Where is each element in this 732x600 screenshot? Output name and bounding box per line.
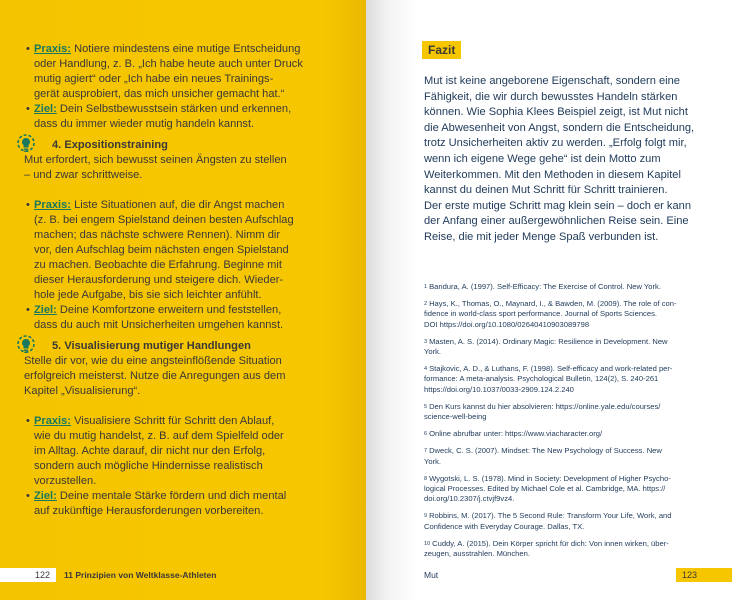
footnote: $^7$ Dweck, C. S. (2007). Mindset: The New Psychology of Success. New York. (424, 446, 662, 466)
lightbulb-gear-icon (16, 134, 36, 156)
praxis-bullet-2: • Praxis: Liste Situationen auf, die dir Angst machen (z. B. bei engem Spielstand deinen besten Aufschlag machen; das nächste schwere Rennen). Nimm dir vor, den Aufschlag beim nächsten engen Spielstand zu machen. Beobachte die Erfahrung. Beginne mit dieser Herausforderung und steigere dich. Wieder- hole jede Aufgabe, bis sie sich leichter anfühlt. (24, 198, 308, 303)
book-title: 11 Prinzipien von Weltklasse-Athleten (64, 570, 217, 580)
fazit-heading: Fazit (422, 41, 461, 59)
praxis-bullet-3: • Praxis: Visualisiere Schritt für Schritt den Ablauf, wie du mutig handelst, z. B. auf dem Spielfeld oder im Alltag. Achte darauf, dir nicht nur den Erfolg, sondern auch mögliche Hindernisse realistisch vorzustellen. (24, 414, 308, 489)
footnote: $^2$ Hays, K., Thomas, O., Maynard, I., & Bawden, M. (2009). The role of con- fidence in world-class sport performance. Journal of Sports Sciences. DOI https://doi.org/10.1080/02640410903089798 (424, 299, 677, 329)
section-title: 5. Visualisierung mutiger Handlungen (52, 340, 251, 352)
footnote: $^8$ Wygotski, L. S. (1978). Mind in Society: Development of Higher Psycho- logical Processes. Edited by Michael Cole et al. Cambridge, MA. https:// doi.org/10.2307/j.ctvjf9vz4. (424, 473, 671, 504)
section-heading-4 (24, 138, 308, 153)
ziel-label: Ziel: (34, 490, 57, 502)
praxis-label: Praxis: (34, 199, 72, 211)
lightbulb-gear-icon (16, 335, 36, 357)
page-number: 123 (676, 568, 732, 582)
right-page (366, 0, 732, 600)
footnote: $^5$ Den Kurs kannst du hier absolvieren: https://online.yale.edu/courses/ science-well-being (424, 401, 661, 422)
footnote: $^9$ Robbins, M. (2017). The 5 Second Rule: Transform Your Life, Work, and Confidence with Everyday Courage. Dallas, TX. (424, 511, 672, 531)
ziel-label: Ziel: (34, 103, 57, 115)
section-title: 4. Expositionstraining (52, 139, 168, 151)
footnote: $^4$ Stajkovic, A. D., & Luthans, F. (1998). Self-efficacy and work-related per- formance: A meta-analysis. Psychological Bulletin, 124(2), S. 240-261 https://doi.org/10.1037/0033-2909.124.2.240 (424, 364, 673, 394)
praxis-label: Praxis: (34, 415, 72, 427)
praxis-label: Praxis: (34, 43, 72, 55)
fazit-paragraph: Mut ist keine angeborene Eigenschaft, sondern eine Fähigkeit, die wir durch bewusstes Handeln stärken können. Wie Sophia Klees Beispiel zeigt, ist Mut nicht die Abwesenheit von Angst, sondern die Entscheidung, trotz Unsicherheiten aktiv zu werden. „Erfolg folgt mir, wenn ich eigene Wege gehe“ ist dein Motto zum Weiterkommen. Mit den Methoden in diesem Kapitel kannst du deinen Mut Schritt für Schritt trainieren. Der erste mutige Schritt mag klein sein – doch er kann der Anfang einer außergewöhnlichen Reise sein. Eine Reise, die mit jeder Menge Spaß verbunden ist. (424, 75, 695, 243)
right-page-footer (366, 568, 732, 582)
ziel-label: Ziel: (34, 304, 57, 316)
ziel-bullet-3: • Ziel: Deine mentale Stärke fördern und dich mental auf zukünftige Herausforderungen vorbereiten. (24, 489, 308, 519)
section-heading-5 (24, 339, 308, 354)
ziel-bullet-2: • Ziel: Deine Komfortzone erweitern und feststellen, dass du auch mit Unsicherheiten umgehen kannst. (24, 303, 308, 333)
footnotes (424, 282, 702, 566)
footnote: $^3$ Masten, A. S. (2014). Ordinary Magic: Resilience in Development. New York. (424, 336, 668, 357)
footnote: $^1$ Bandura, A. (1997). Self-Efficacy: The Exercise of Control. New York. (424, 282, 661, 291)
footnote: $^{10}$ Cuddy, A. (2015). Dein Körper spricht für dich: Von innen wirken, über- zeugen, ausstrahlen. München. (424, 538, 669, 559)
left-page-content: • Praxis: Notiere mindestens eine mutige Entscheidung oder Handlung, z. B. „Ich habe heute auch unter Druck mutig agiert“ oder „Ich habe ein neues Trainings- gerät ausprobiert, das mich unsicher gemacht hat.“ • Ziel: Dein Selbstbewusstsein stärken und erkennen, dass du immer wieder mutig handeln kannst. 4. Expositionstraining Mut erfordert, sich bewusst seinen Ängsten zu stellen – und zwar schrittweise. • Praxis: Liste Situationen auf, die dir Angst machen (z. B. bei engem Spielstand deinen besten Aufschlag machen; das nächste schwere Rennen). Nimm dir vor, den Aufschlag beim nächsten engen Spielstand zu machen. Beobachte die Erfahrung. Beginne mit dieser Herausforderung und steigere dich. Wieder- hole jede Aufgabe, bis sie sich leichter anfühlt. • Ziel: Deine Komfortzone erweitern und feststellen, dass du auch mit Unsicherheiten umgehen kannst. 5. Visualisierung mutiger Handlungen Stelle dir vor, wie du eine angsteinflößende Situation erfolgreich meisterst. Nutze die Anregungen aus dem Kapitel „Visualisierung“. • Praxis: Visualisiere Schritt für Schritt den Ablauf, wie du mutig handelst, z. B. auf dem Spielfeld oder im Alltag. Achte darauf, dir nicht nur den Erfolg, sondern auch mögliche Hindernisse realistisch vorzustellen. • Ziel: Deine mentale Stärke fördern und dich mental auf zukünftige Herausforderungen vorbereiten. (24, 42, 308, 519)
left-page-footer (0, 568, 366, 582)
running-title: Mut (424, 570, 439, 580)
praxis-bullet-1: • Praxis: Notiere mindestens eine mutige Entscheidung oder Handlung, z. B. „Ich habe heute auch unter Druck mutig agiert“ oder „Ich habe ein neues Trainings- gerät ausprobiert, das mich unsicher gemacht hat.“ (24, 42, 308, 102)
ziel-bullet-1: • Ziel: Dein Selbstbewusstsein stärken und erkennen, dass du immer wieder mutig handeln kannst. (24, 102, 308, 132)
page-number: 122 (0, 568, 56, 582)
footnote: $^6$ Online abrufbar unter: https://www.viacharacter.org/ (424, 429, 603, 439)
